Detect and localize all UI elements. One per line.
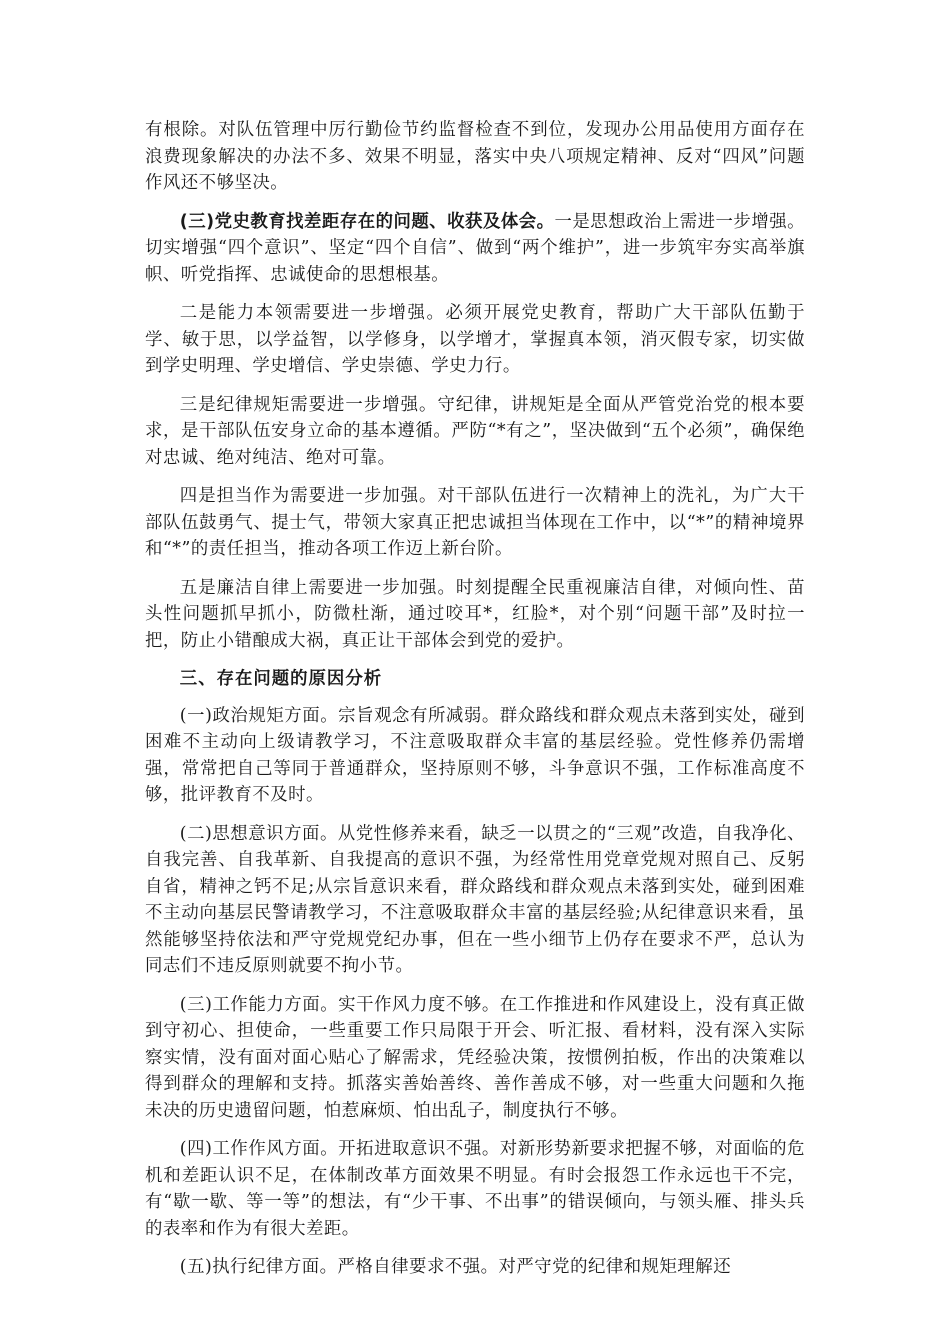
paragraph-integrity: 五是廉洁自律上需要进一步加强。时刻提醒全民重视廉洁自律，对倾向性、苗头性问题抓早抓小，防微杜渐，通过咬耳*，红脸*，对个别“问题干部”及时拉一把，防止小错酿成大祸，真正让干部体会到党的爱护。 xyxy=(145,577,805,651)
document-page xyxy=(145,117,805,1293)
section-lead-3: (三)党史教育找差距存在的问题、收获及体会。 xyxy=(179,211,555,232)
section-heading-cause-analysis: 三、存在问题的原因分析 xyxy=(179,669,383,689)
paragraph-discipline: 三是纪律规矩需要进一步增强。守纪律，讲规矩是全面从严管党治党的根本要求，是干部队伍安身立命的基本遵循。严防“*有之”，坚决做到“五个必须”，确保绝对忠诚、绝对纯洁、绝对可靠。 xyxy=(145,394,805,468)
paragraph-work-style: (四)工作作风方面。开拓进取意识不强。对新形势新要求把握不够，对面临的危机和差距认识不足，在体制改革方面效果不明显。有时会报怨工作永远也干不完，有“歇一歇、等一等”的想法，有“少干事、不出事”的错误倾向，与领头雁、排头兵的表率和作为有很大差距。 xyxy=(145,1139,805,1239)
paragraph-continuation: 有根除。对队伍管理中厉行勤俭节约监督检查不到位，发现办公用品使用方面存在浪费现象解决的办法不多、效果不明显，落实中央八项规定精神、反对“四风”问题作风还不够坚决。 xyxy=(145,120,805,193)
paragraph-political-rules: (一)政治规矩方面。宗旨观念有所减弱。群众路线和群众观点未落到实处，碰到困难不主动向上级请教学习，不注意吸取群众丰富的基层经验。党性修养仍需增强，常常把自己等同于普通群众，坚持原则不够，斗争意识不强，工作标准高度不够，批评教育不及时。 xyxy=(145,705,805,805)
paragraph-party-history-education xyxy=(145,209,805,289)
paragraph-ideology: (二)思想意识方面。从党性修养来看，缺乏一以贯之的“三观”改造，自我净化、自我完善、自我革新、自我提高的意识不强，为经常性用党章党规对照自己、反躬自省，精神之钙不足;从宗旨意识来看，群众路线和群众观点未落到实处，碰到困难不主动向基层民警请教学习，不注意吸取群众丰富的基层经验;从纪律意识来看，虽然能够坚持依法和严守党规党纪办事，但在一些小细节上仍存在要求不严，总认为同志们不违反原则就要不拘小节。 xyxy=(145,823,805,976)
paragraph-responsibility: 四是担当作为需要进一步加强。对干部队伍进行一次精神上的洗礼，为广大干部队伍鼓勇气、提士气，带领大家真正把忠诚担当体现在工作中，以“*”的精神境界和“*”的责任担当，推动各项工作迈上新台阶。 xyxy=(145,486,805,559)
paragraph-body: 一是思想政治上需进一步增强。切实增强“四个意识”、坚定“四个自信”、做到“两个维护”，进一步筑牢夯实高举旗帜、听党指挥、忠诚使命的思想根基。 xyxy=(145,211,805,285)
paragraph-work-ability: (三)工作能力方面。实干作风力度不够。在工作推进和作风建设上，没有真正做到守初心、担使命，一些重要工作只局限于开会、听汇报、看材料，没有深入实际察实情，没有面对面心贴心了解需求，凭经验决策，按惯例拍板，作出的决策难以得到群众的理解和支持。抓落实善始善终、善作善成不够，对一些重大问题和久拖未决的历史遗留问题，怕惹麻烦、怕出乱子，制度执行不够。 xyxy=(145,994,805,1121)
paragraph-discipline-execution: (五)执行纪律方面。严格自律要求不强。对严守党的纪律和规矩理解还 xyxy=(179,1257,732,1277)
paragraph-ability: 二是能力本领需要进一步增强。必须开展党史教育，帮助广大干部队伍勤于学、敏于思，以学益智，以学修身，以学增才，掌握真本领，消灭假专家，切实做到学史明理、学史增信、学史崇德、学史力行。 xyxy=(145,303,805,376)
